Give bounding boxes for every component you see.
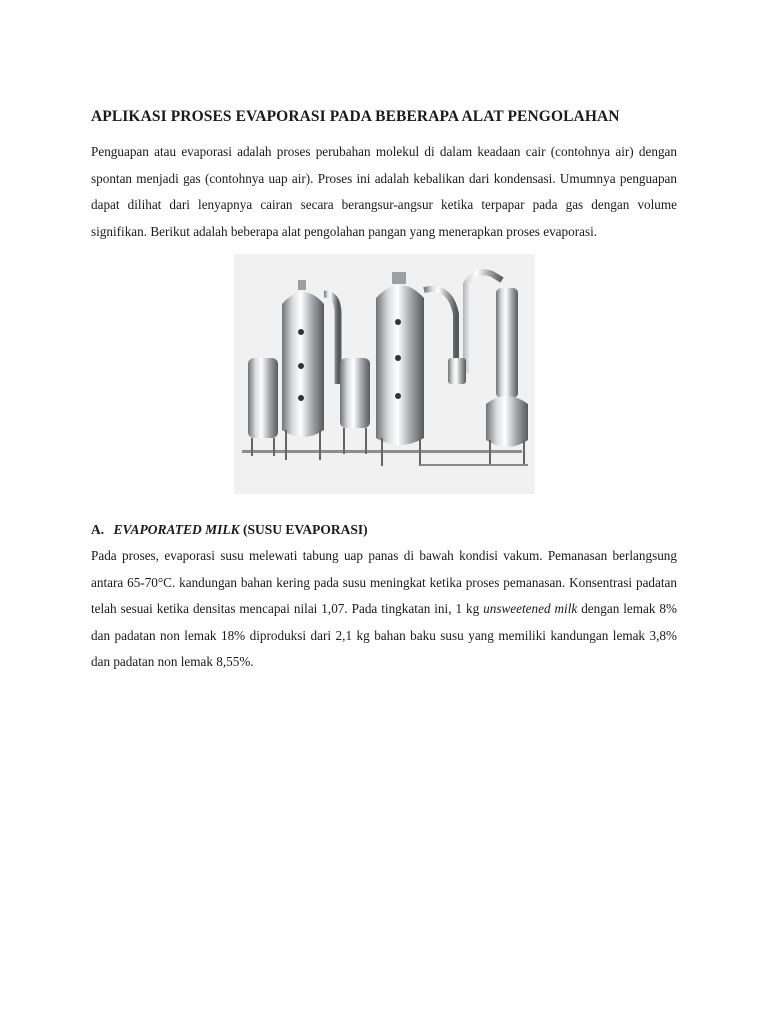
section-a-title-rest: (SUSU EVAPORASI) xyxy=(243,522,368,537)
section-a-body-italic: unsweetened milk xyxy=(483,601,578,616)
document-title: APLIKASI PROSES EVAPORASI PADA BEBERAPA ALAT PENGOLAHAN xyxy=(91,108,620,125)
intro-paragraph: Penguapan atau evaporasi adalah proses perubahan molekul di dalam keadaan cair (contohnya air) dengan spontan menjadi gas (contohnya uap air). Proses ini adalah kebalikan dari kondensasi. Umumnya penguapan dapat dilihat dari lenyapnya cairan secara berangsur-angsur ketika terpapar pada gas dengan volume signifikan. Berikut adalah beberapa alat pengolahan pangan yang menerapkan proses evaporasi. xyxy=(91,144,677,239)
section-a-letter: A. xyxy=(91,522,105,537)
section-a-body-part1: Pada proses, evaporasi susu melewati tabung uap panas di bawah kondisi vakum. Pemanasan berlangsung antara 65-70°C. kandungan bahan kering pada susu meningkat ketika proses pemanasan. Konsentrasi padatan telah sesuai ketika densitas mencapai nilai 1,07. Pada tingkatan ini, 1 kg xyxy=(91,548,677,616)
document-page xyxy=(91,108,677,676)
evaporator-illustration xyxy=(234,254,535,494)
evaporator-image xyxy=(234,254,535,494)
section-a-paragraph xyxy=(91,543,677,676)
section-a-title xyxy=(91,517,677,543)
section-a-title-italic: EVAPORATED MILK xyxy=(113,522,240,537)
section-a-body-part2: dengan lemak 8% dan padatan non lemak 18% diproduksi dari 2,1 kg bahan baku susu yang memiliki kandungan lemak 3,8% dan padatan non lemak 8,55%. xyxy=(91,601,678,669)
